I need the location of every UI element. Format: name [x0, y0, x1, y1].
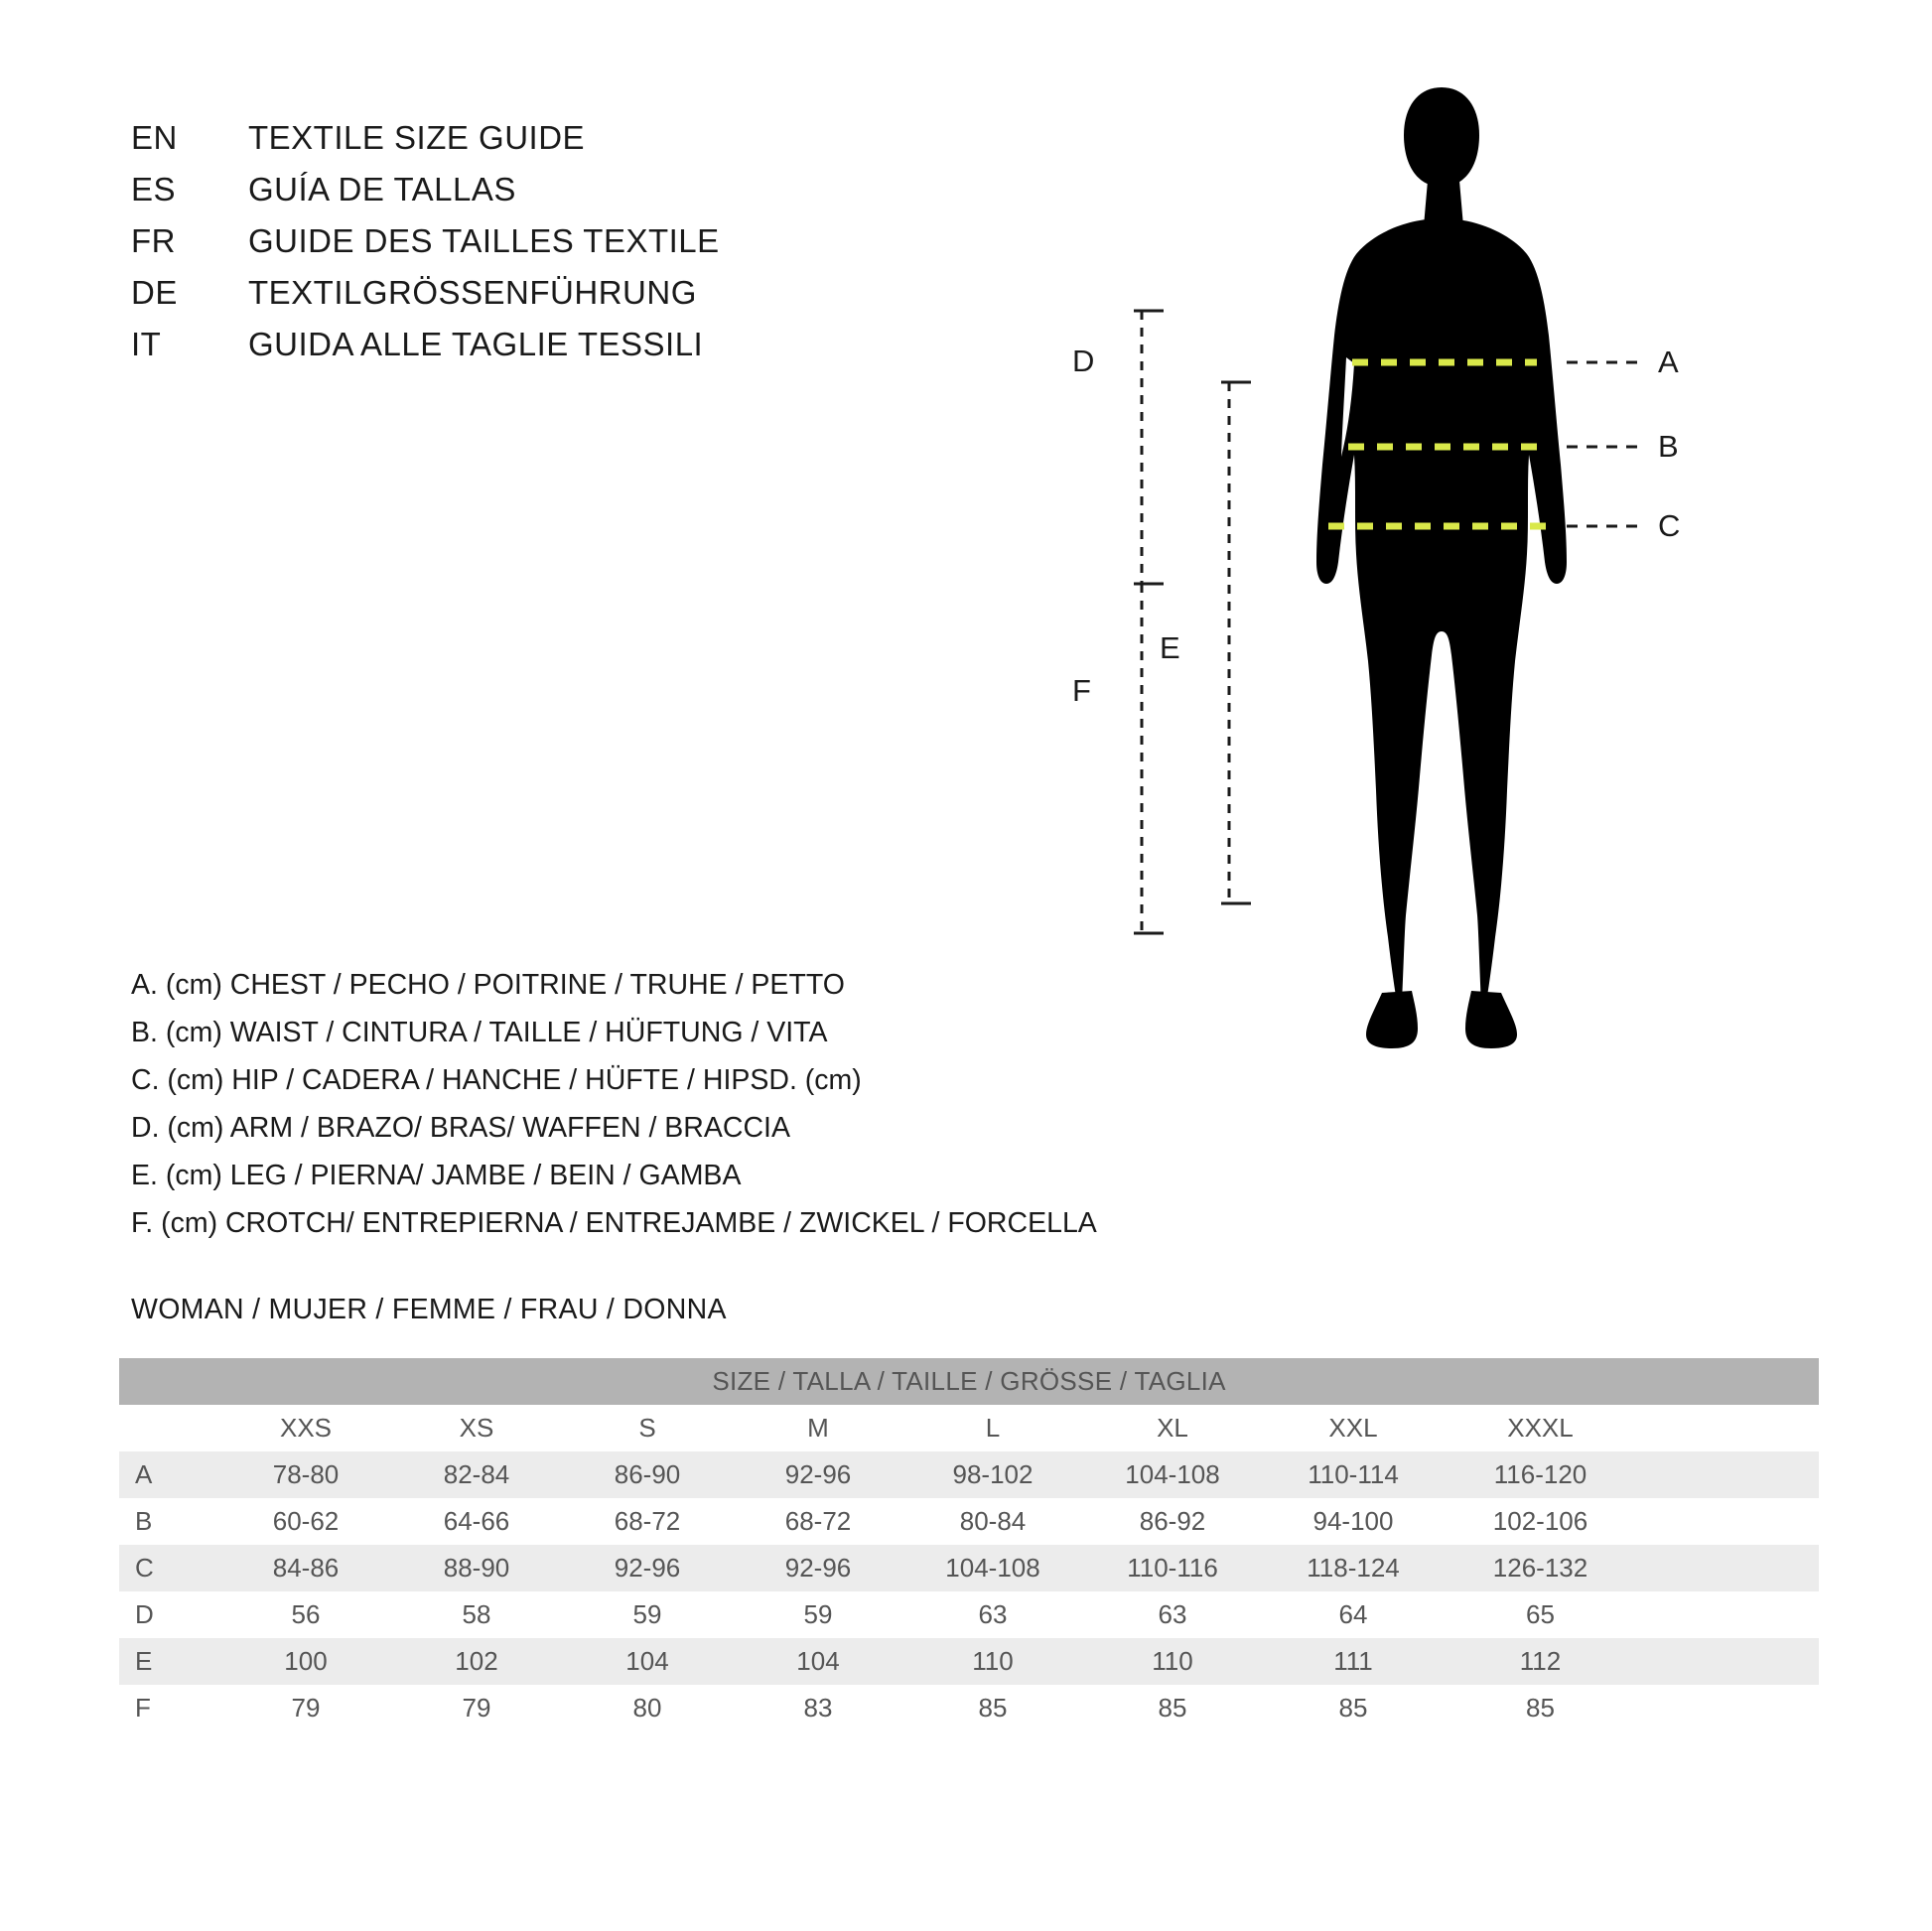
cell-f-xxl: 85 [1263, 1685, 1444, 1731]
legend-item-f: F. (cm) CROTCH/ ENTREPIERNA / ENTREJAMBE / ZWICKEL / FORCELLA [131, 1207, 1097, 1239]
female-silhouette [1316, 87, 1567, 1048]
cell-e-xxl: 111 [1263, 1638, 1444, 1685]
spacer-cell [1637, 1638, 1819, 1685]
cell-a-xxxl: 116-120 [1444, 1451, 1637, 1498]
title-block [131, 119, 905, 377]
legend-item-b: B. (cm) WAIST / CINTURA / TAILLE / HÜFTUNG / VITA [131, 1017, 828, 1048]
title-lang-fr: FR [131, 222, 176, 259]
cell-c-m: 92-96 [733, 1545, 903, 1591]
cell-a-m: 92-96 [733, 1451, 903, 1498]
body-measurement-figure [1072, 60, 1876, 1181]
dim-label-d: D [1072, 344, 1095, 378]
cell-d-xxs: 56 [220, 1591, 391, 1638]
cell-a-l: 98-102 [903, 1451, 1082, 1498]
table-row [119, 1638, 1819, 1685]
title-text-es: GUÍA DE TALLAS [248, 171, 516, 207]
spacer-cell [1637, 1498, 1819, 1545]
cell-c-xxs: 84-86 [220, 1545, 391, 1591]
cell-e-xxxl: 112 [1444, 1638, 1637, 1685]
cell-b-s: 68-72 [562, 1498, 733, 1545]
cell-e-s: 104 [562, 1638, 733, 1685]
cell-a-xs: 82-84 [391, 1451, 562, 1498]
cell-c-l: 104-108 [903, 1545, 1082, 1591]
title-lang-es: ES [131, 171, 177, 207]
cell-f-m: 83 [733, 1685, 903, 1731]
cell-c-xl: 110-116 [1082, 1545, 1263, 1591]
cell-f-s: 80 [562, 1685, 733, 1731]
legend-item-d: D. (cm) ARM / BRAZO/ BRAS/ WAFFEN / BRACCIA [131, 1112, 790, 1144]
spacer-cell [1637, 1545, 1819, 1591]
cell-b-xxl: 94-100 [1263, 1498, 1444, 1545]
cell-c-xxxl: 126-132 [1444, 1545, 1637, 1591]
table-band-header [119, 1358, 1819, 1405]
cell-d-l: 63 [903, 1591, 1082, 1638]
cell-c-s: 92-96 [562, 1545, 733, 1591]
cell-a-s: 86-90 [562, 1451, 733, 1498]
col-head-xxs: XXS [220, 1405, 391, 1451]
cell-f-xl: 85 [1082, 1685, 1263, 1731]
size-table-wrapper [119, 1358, 1819, 1731]
cell-c-xs: 88-90 [391, 1545, 562, 1591]
title-text-it: GUIDA ALLE TAGLIE TESSILI [248, 326, 704, 362]
dim-label-a: A [1658, 345, 1679, 379]
title-lang-it: IT [131, 326, 162, 362]
title-text-de: TEXTILGRÖSSENFÜHRUNG [248, 274, 697, 311]
spacer-cell [1637, 1451, 1819, 1498]
cell-b-l: 80-84 [903, 1498, 1082, 1545]
cell-e-xs: 102 [391, 1638, 562, 1685]
title-row [131, 326, 905, 377]
cell-f-xs: 79 [391, 1685, 562, 1731]
legend-item-a: A. (cm) CHEST / PECHO / POITRINE / TRUHE / PETTO [131, 969, 845, 1001]
title-row [131, 119, 905, 171]
cell-e-xxs: 100 [220, 1638, 391, 1685]
cell-b-xxs: 60-62 [220, 1498, 391, 1545]
title-row [131, 274, 905, 326]
spacer-cell [1637, 1591, 1819, 1638]
table-row [119, 1591, 1819, 1638]
spacer-cell [1637, 1685, 1819, 1731]
cell-b-m: 68-72 [733, 1498, 903, 1545]
cell-e-xl: 110 [1082, 1638, 1263, 1685]
cell-f-xxs: 79 [220, 1685, 391, 1731]
row-label-e: E [119, 1638, 220, 1685]
col-head-l: L [903, 1405, 1082, 1451]
group-label: WOMAN / MUJER / FEMME / FRAU / DONNA [131, 1294, 727, 1325]
title-text-fr: GUIDE DES TAILLES TEXTILE [248, 222, 720, 259]
title-row [131, 222, 905, 274]
legend-item-e: E. (cm) LEG / PIERNA/ JAMBE / BEIN / GAMBA [131, 1160, 742, 1191]
title-text-en: TEXTILE SIZE GUIDE [248, 119, 586, 156]
spacer-cell [1637, 1405, 1819, 1451]
dimension-bracket-e-caps [1221, 382, 1251, 903]
dim-label-c: C [1658, 508, 1681, 543]
col-head-m: M [733, 1405, 903, 1451]
legend-item-c: C. (cm) HIP / CADERA / HANCHE / HÜFTE / HIPSD. (cm) [131, 1064, 862, 1096]
cell-d-xs: 58 [391, 1591, 562, 1638]
cell-a-xxl: 110-114 [1263, 1451, 1444, 1498]
table-column-headers [119, 1405, 1819, 1451]
row-label-c: C [119, 1545, 220, 1591]
silhouette-diagram [1122, 60, 1876, 1181]
table-row [119, 1685, 1819, 1731]
cell-d-xxl: 64 [1263, 1591, 1444, 1638]
cell-b-xs: 64-66 [391, 1498, 562, 1545]
corner-cell [119, 1405, 220, 1451]
col-head-xl: XL [1082, 1405, 1263, 1451]
size-table [119, 1358, 1819, 1731]
cell-a-xl: 104-108 [1082, 1451, 1263, 1498]
cell-d-xxxl: 65 [1444, 1591, 1637, 1638]
dim-label-f: F [1072, 673, 1091, 708]
cell-d-xl: 63 [1082, 1591, 1263, 1638]
cell-b-xl: 86-92 [1082, 1498, 1263, 1545]
table-row [119, 1498, 1819, 1545]
col-head-s: S [562, 1405, 733, 1451]
cell-e-l: 110 [903, 1638, 1082, 1685]
table-row [119, 1545, 1819, 1591]
row-label-d: D [119, 1591, 220, 1638]
title-row [131, 171, 905, 222]
dim-label-b: B [1658, 429, 1679, 464]
col-head-xxxl: XXXL [1444, 1405, 1637, 1451]
measurement-legend [131, 961, 1183, 1247]
title-lang-de: DE [131, 274, 178, 311]
cell-d-m: 59 [733, 1591, 903, 1638]
row-label-f: F [119, 1685, 220, 1731]
row-label-b: B [119, 1498, 220, 1545]
dim-label-e: E [1160, 630, 1180, 665]
dimension-bracket-d-caps [1134, 311, 1164, 584]
row-label-a: A [119, 1451, 220, 1498]
table-row [119, 1451, 1819, 1498]
cell-f-l: 85 [903, 1685, 1082, 1731]
cell-f-xxxl: 85 [1444, 1685, 1637, 1731]
title-lang-en: EN [131, 119, 178, 156]
cell-a-xxs: 78-80 [220, 1451, 391, 1498]
table-band-label: SIZE / TALLA / TAILLE / GRÖSSE / TAGLIA [119, 1358, 1819, 1405]
col-head-xxl: XXL [1263, 1405, 1444, 1451]
cell-d-s: 59 [562, 1591, 733, 1638]
col-head-xs: XS [391, 1405, 562, 1451]
cell-c-xxl: 118-124 [1263, 1545, 1444, 1591]
cell-b-xxxl: 102-106 [1444, 1498, 1637, 1545]
cell-e-m: 104 [733, 1638, 903, 1685]
